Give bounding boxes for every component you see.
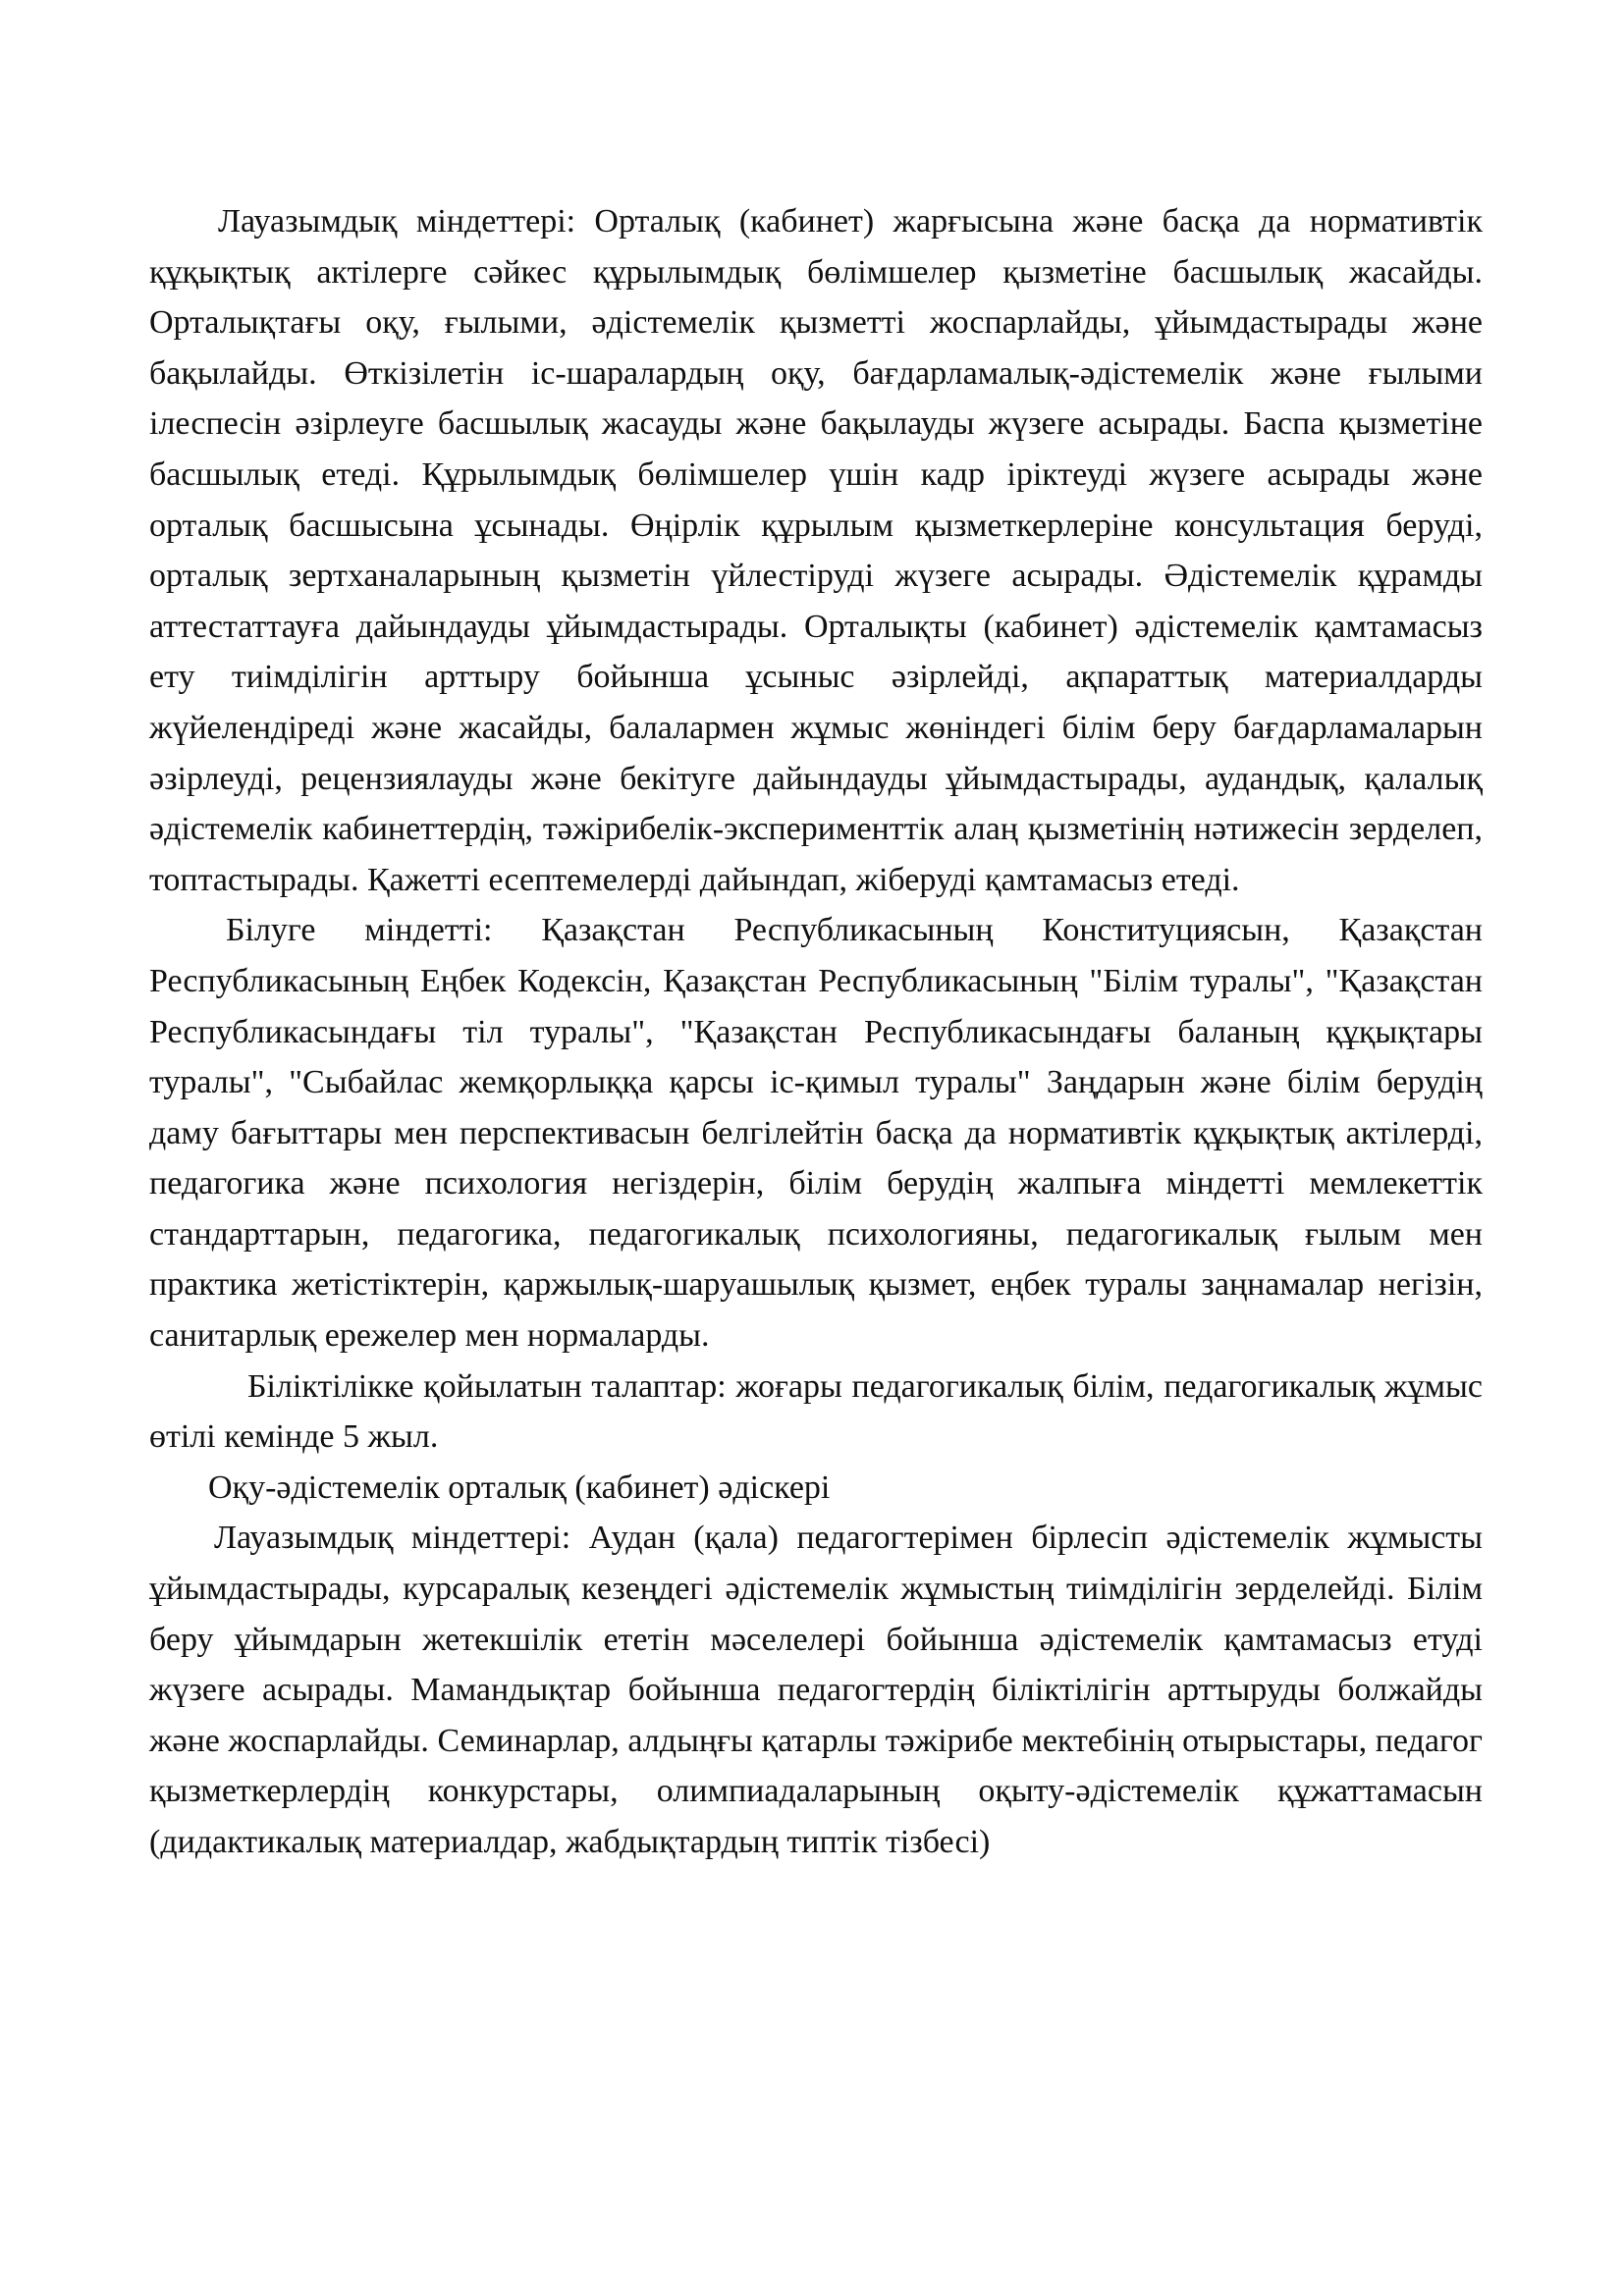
section-heading-methodologist: Оқу-әдістемелік орталық (кабинет) әдіскері bbox=[208, 1468, 831, 1506]
paragraph-qualification-requirements: Біліктілікке қойылатын талаптар: жоғары педагогикалық білім, педагогикалық жұмыс өтілі кемінде 5 жыл. bbox=[149, 1367, 1483, 1456]
document-page bbox=[149, 196, 1483, 1868]
paragraph-must-know: Білуге міндетті: Қазақстан Республикасының Конституциясын, Қазақстан Республикасының Еңбек Кодексін, Қазақстан Республикасының "Білім туралы", "Қазақстан Республикасындағы тіл туралы", "Қазақстан Республикасындағы баланың құқықтары туралы", "Сыбайлас жемқорлыққа қарсы іс-қимыл туралы" Заңдарын және білім берудің даму бағыттары мен перспективасын белгілейтін басқа да нормативтік құқықтық актілерді, педагогика және психология негіздерін, білім берудің жалпыға міндетті мемлекеттік стандарттарын, педагогика, педагогикалық психологияны, педагогикалық ғылым мен практика жетістіктерін, қаржылық-шаруашылық қызмет, еңбек туралы заңнамалар негізін, санитарлық ережелер мен нормаларды. bbox=[149, 912, 1483, 1355]
paragraph-methodologist-duties: Лауазымдық міндеттері: Аудан (қала) педагогтерімен бірлесіп әдістемелік жұмысты ұйымдастырады, курсаралық кезеңдегі әдістемелік жұмыстың тиімділігін зерделейді. Білім беру ұйымдарын жетекшілік ететін мәселелері бойынша әдістемелік қамтамасыз етуді жүзеге асырады. Мамандықтар бойынша педагогтердің біліктілігін арттыруды болжайды және жоспарлайды. Семинарлар, алдыңғы қатарлы тәжірибе мектебінің отырыстары, педагог қызметкерлердің конкурстары, олимпиадаларының оқыту-әдістемелік құжаттамасын (дидактикалық материалдар, жабдықтардың типтік тізбесі) bbox=[149, 1520, 1483, 1860]
paragraph-director-duties: Лауазымдық міндеттері: Орталық (кабинет) жарғысына және басқа да нормативтік құқықтық актілерге сәйкес құрылымдық бөлімшелер қызметіне басшылық жасайды. Орталықтағы оқу, ғылыми, әдістемелік қызметті жоспарлайды, ұйымдастырады және бақылайды. Өткізілетін іс-шаралардың оқу, бағдарламалық-әдістемелік және ғылыми ілеспесін әзірлеуге басшылық жасауды және бақылауды жүзеге асырады. Баспа қызметіне басшылық етеді. Құрылымдық бөлімшелер үшін кадр іріктеуді жүзеге асырады және орталық басшысына ұсынады. Өңірлік құрылым қызметкерлеріне консультация беруді, орталық зертханаларының қызметін үйлестіруді жүзеге асырады. Әдістемелік құрамды аттестаттауға дайындауды ұйымдастырады. Орталықты (кабинет) әдістемелік қамтамасыз ету тиімділігін арттыру бойынша ұсыныс әзірлейді, ақпараттық материалдарды жүйелендіреді және жасайды, балалармен жұмыс жөніндегі білім беру бағдарламаларын әзірлеуді, рецензиялауды және бекітуге дайындауды ұйымдастырады, аудандық, қалалық әдістемелік кабинеттердің, тәжірибелік-эксперименттік алаң қызметінің нәтижесін зерделеп, топтастырады. Қажетті есептемелерді дайындап, жіберуді қамтамасыз етеді. bbox=[149, 203, 1483, 898]
